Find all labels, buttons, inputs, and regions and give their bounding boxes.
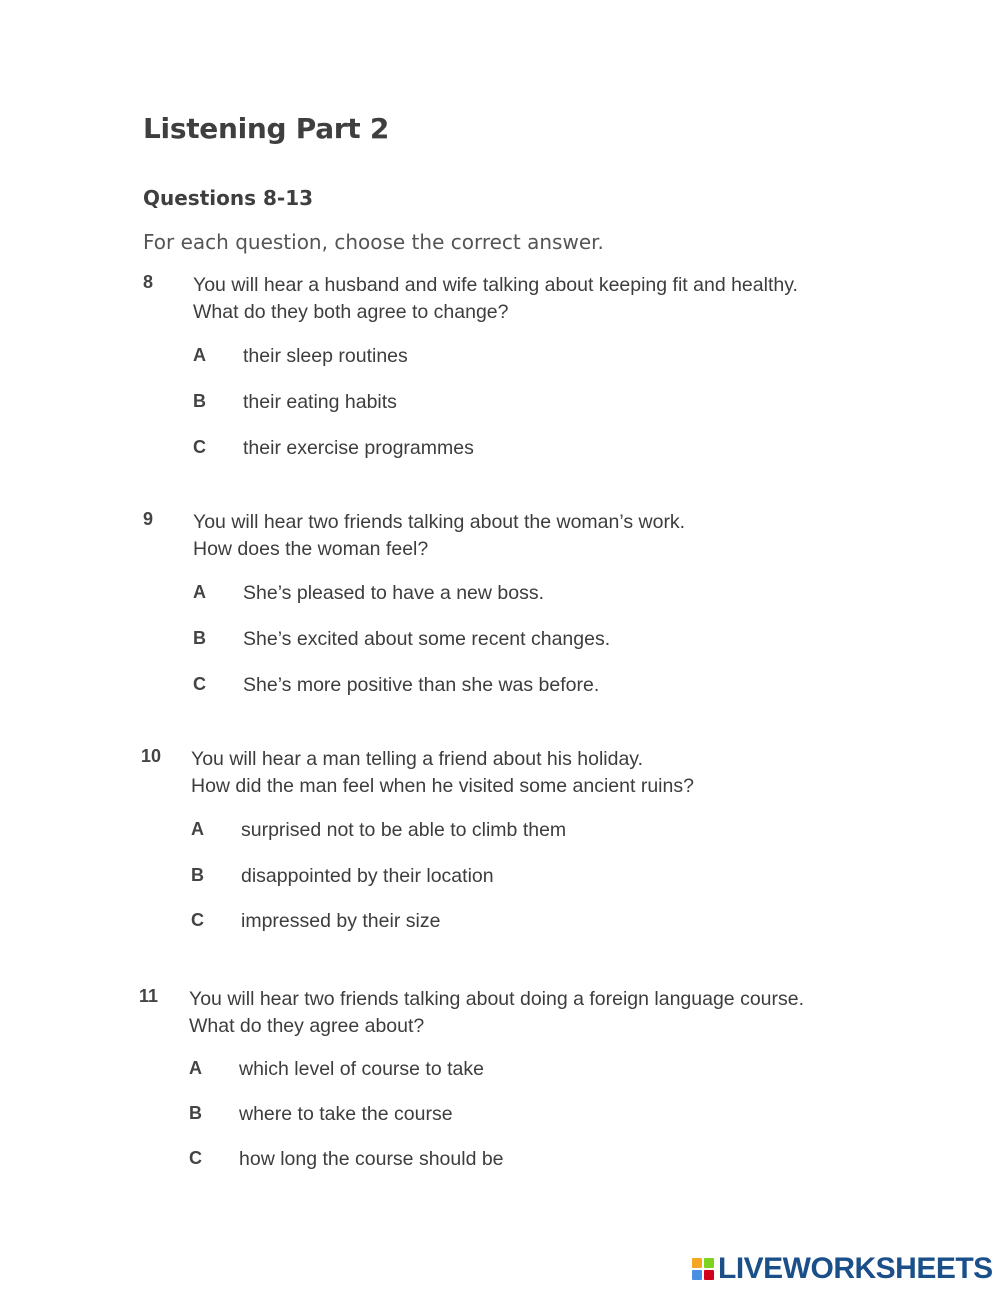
option-text: their exercise programmes — [243, 437, 474, 459]
question-line-1: You will hear two friends talking about the woman’s work. — [193, 511, 686, 533]
liveworksheets-logo[interactable] — [692, 1252, 993, 1286]
option-letter: B — [193, 391, 206, 411]
option-letter: A — [191, 819, 204, 839]
question-line-2: What do they agree about? — [189, 1015, 425, 1037]
question-line-1: You will hear two friends talking about doing a foreign language course. — [189, 988, 805, 1010]
option-letter: C — [193, 674, 206, 694]
question-line-2: What do they both agree to change? — [193, 301, 509, 323]
question-line-2: How does the woman feel? — [193, 538, 429, 560]
option-letter: C — [191, 910, 204, 930]
question-prompt — [191, 746, 694, 800]
question-number: 10 — [141, 746, 162, 766]
option-text: impressed by their size — [241, 910, 441, 932]
questions-range-heading: Questions 8-13 — [143, 186, 314, 210]
option-text: She’s pleased to have a new boss. — [243, 582, 545, 604]
question-number: 8 — [143, 272, 154, 292]
option-text: their sleep routines — [243, 345, 408, 367]
option-letter: B — [193, 628, 206, 648]
option-letter: A — [193, 582, 206, 602]
logo-square — [692, 1258, 702, 1268]
logo-square — [692, 1270, 702, 1280]
question-number: 11 — [139, 986, 159, 1006]
question-prompt — [193, 272, 798, 326]
logo-square — [704, 1270, 714, 1280]
option-text: which level of course to take — [239, 1058, 484, 1080]
option-text: their eating habits — [243, 391, 397, 413]
option-text: She’s excited about some recent changes. — [243, 628, 611, 650]
page-title: Listening Part 2 — [143, 112, 390, 145]
option-letter: C — [193, 437, 206, 457]
option-text: She’s more positive than she was before. — [243, 674, 600, 696]
question-line-1: You will hear a husband and wife talking about keeping fit and healthy. — [193, 274, 798, 296]
logo-square — [704, 1258, 714, 1268]
logo-text: LIVEWORKSHEETS — [718, 1252, 993, 1285]
question-number: 9 — [143, 509, 154, 529]
option-letter: B — [189, 1103, 202, 1123]
question-prompt — [193, 509, 685, 563]
option-letter: A — [193, 345, 206, 365]
option-text: surprised not to be able to climb them — [241, 819, 567, 841]
option-letter: C — [189, 1148, 202, 1168]
option-letter: A — [189, 1058, 202, 1078]
option-text: where to take the course — [239, 1103, 453, 1125]
option-text: disappointed by their location — [241, 865, 494, 887]
instruction-text: For each question, choose the correct answer. — [143, 230, 604, 254]
question-prompt — [189, 986, 804, 1040]
question-line-2: How did the man feel when he visited some ancient ruins? — [191, 775, 694, 797]
logo-squares-icon — [692, 1258, 714, 1280]
question-line-1: You will hear a man telling a friend about his holiday. — [191, 748, 644, 770]
option-text: how long the course should be — [239, 1148, 504, 1170]
option-letter: B — [191, 865, 204, 885]
